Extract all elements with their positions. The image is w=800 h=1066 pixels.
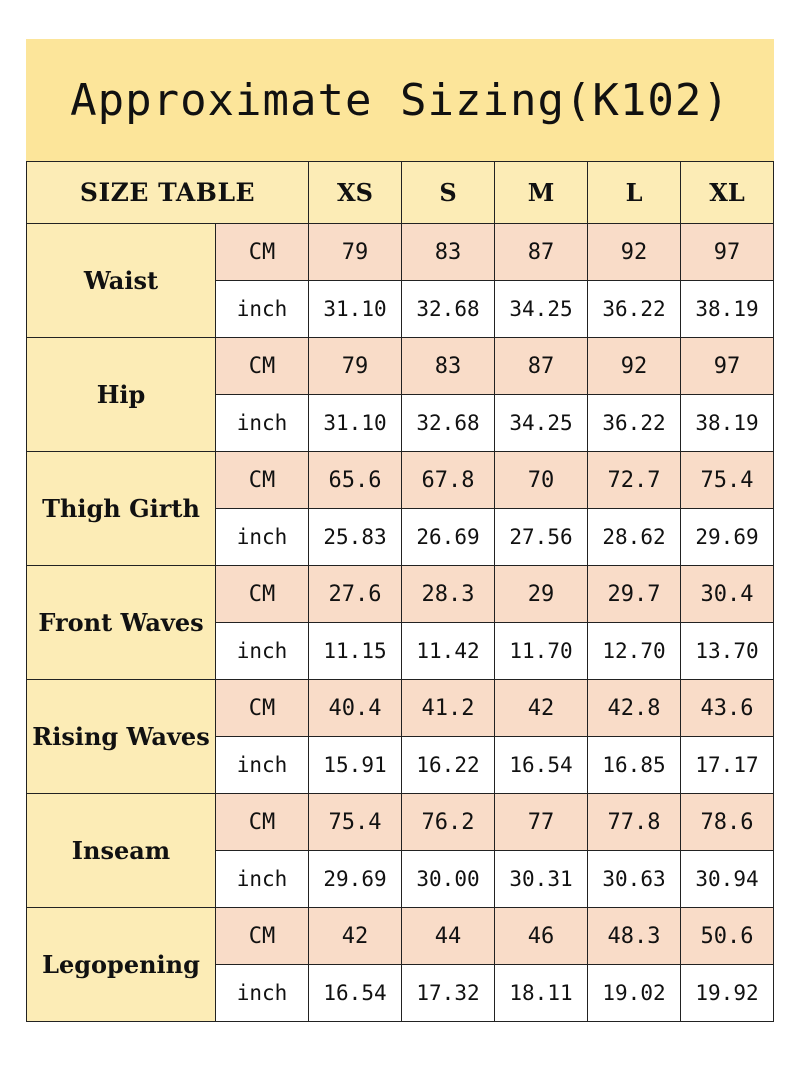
table-cell: 17.17: [681, 737, 774, 794]
table-cell: 29.69: [681, 509, 774, 566]
table-cell: 29: [495, 566, 588, 623]
table-row: [27, 566, 774, 623]
table-row: [27, 794, 774, 851]
table-cell: 42: [495, 680, 588, 737]
table-cell: 28.62: [588, 509, 681, 566]
unit-label: CM: [216, 680, 309, 737]
table-cell: 79: [309, 338, 402, 395]
table-cell: 36.22: [588, 281, 681, 338]
table-cell: 27.56: [495, 509, 588, 566]
table-cell: 42: [309, 908, 402, 965]
table-cell: 11.70: [495, 623, 588, 680]
table-cell: 32.68: [402, 395, 495, 452]
table-row: [27, 680, 774, 737]
size-header-xs: XS: [309, 162, 402, 224]
unit-label: CM: [216, 224, 309, 281]
table-cell: 97: [681, 338, 774, 395]
unit-label: inch: [216, 281, 309, 338]
table-cell: 40.4: [309, 680, 402, 737]
table-cell: 32.68: [402, 281, 495, 338]
unit-label: CM: [216, 338, 309, 395]
table-cell: 26.69: [402, 509, 495, 566]
table-cell: 48.3: [588, 908, 681, 965]
table-cell: 30.31: [495, 851, 588, 908]
size-header-xl: XL: [681, 162, 774, 224]
table-cell: 43.6: [681, 680, 774, 737]
table-cell: 13.70: [681, 623, 774, 680]
table-row: [27, 224, 774, 281]
table-cell: 46: [495, 908, 588, 965]
table-cell: 50.6: [681, 908, 774, 965]
measurement-name: Inseam: [27, 794, 216, 908]
table-cell: 75.4: [309, 794, 402, 851]
table-cell: 41.2: [402, 680, 495, 737]
unit-label: inch: [216, 965, 309, 1022]
table-cell: 16.22: [402, 737, 495, 794]
table-cell: 83: [402, 224, 495, 281]
unit-label: inch: [216, 623, 309, 680]
unit-label: CM: [216, 908, 309, 965]
unit-label: inch: [216, 737, 309, 794]
measurement-name: Waist: [27, 224, 216, 338]
table-cell: 79: [309, 224, 402, 281]
table-cell: 77.8: [588, 794, 681, 851]
table-cell: 19.92: [681, 965, 774, 1022]
table-cell: 36.22: [588, 395, 681, 452]
unit-label: CM: [216, 566, 309, 623]
table-cell: 42.8: [588, 680, 681, 737]
table-cell: 76.2: [402, 794, 495, 851]
table-cell: 27.6: [309, 566, 402, 623]
measurement-name: Thigh Girth: [27, 452, 216, 566]
table-cell: 16.85: [588, 737, 681, 794]
table-cell: 19.02: [588, 965, 681, 1022]
unit-label: CM: [216, 452, 309, 509]
table-cell: 70: [495, 452, 588, 509]
size-chart: [26, 39, 774, 1022]
table-row: [27, 908, 774, 965]
table-cell: 29.7: [588, 566, 681, 623]
table-cell: 30.00: [402, 851, 495, 908]
table-cell: 25.83: [309, 509, 402, 566]
table-cell: 67.8: [402, 452, 495, 509]
table-cell: 16.54: [495, 737, 588, 794]
table-cell: 38.19: [681, 281, 774, 338]
size-header-m: M: [495, 162, 588, 224]
table-cell: 11.15: [309, 623, 402, 680]
table-cell: 11.42: [402, 623, 495, 680]
table-row: [27, 452, 774, 509]
unit-label: inch: [216, 509, 309, 566]
table-cell: 17.32: [402, 965, 495, 1022]
table-cell: 34.25: [495, 395, 588, 452]
table-cell: 34.25: [495, 281, 588, 338]
size-table-label: SIZE TABLE: [27, 162, 309, 224]
table-cell: 87: [495, 338, 588, 395]
measurement-name: Front Waves: [27, 566, 216, 680]
table-cell: 38.19: [681, 395, 774, 452]
table-cell: 97: [681, 224, 774, 281]
size-table: [26, 161, 774, 1022]
unit-label: inch: [216, 395, 309, 452]
table-cell: 44: [402, 908, 495, 965]
table-cell: 31.10: [309, 395, 402, 452]
table-row: [27, 338, 774, 395]
measurement-name: Hip: [27, 338, 216, 452]
table-cell: 31.10: [309, 281, 402, 338]
table-cell: 18.11: [495, 965, 588, 1022]
table-cell: 92: [588, 224, 681, 281]
table-cell: 12.70: [588, 623, 681, 680]
table-cell: 30.63: [588, 851, 681, 908]
unit-label: CM: [216, 794, 309, 851]
table-cell: 15.91: [309, 737, 402, 794]
table-cell: 72.7: [588, 452, 681, 509]
table-cell: 30.4: [681, 566, 774, 623]
size-header-l: L: [588, 162, 681, 224]
table-cell: 75.4: [681, 452, 774, 509]
measurement-name: Rising Waves: [27, 680, 216, 794]
table-cell: 87: [495, 224, 588, 281]
table-cell: 77: [495, 794, 588, 851]
measurement-name: Legopening: [27, 908, 216, 1022]
size-header-s: S: [402, 162, 495, 224]
table-cell: 92: [588, 338, 681, 395]
unit-label: inch: [216, 851, 309, 908]
table-cell: 30.94: [681, 851, 774, 908]
table-cell: 65.6: [309, 452, 402, 509]
table-cell: 28.3: [402, 566, 495, 623]
table-cell: 29.69: [309, 851, 402, 908]
table-cell: 78.6: [681, 794, 774, 851]
table-cell: 16.54: [309, 965, 402, 1022]
table-cell: 83: [402, 338, 495, 395]
header-row: [27, 162, 774, 224]
page-title: Approximate Sizing(K102): [26, 39, 774, 161]
